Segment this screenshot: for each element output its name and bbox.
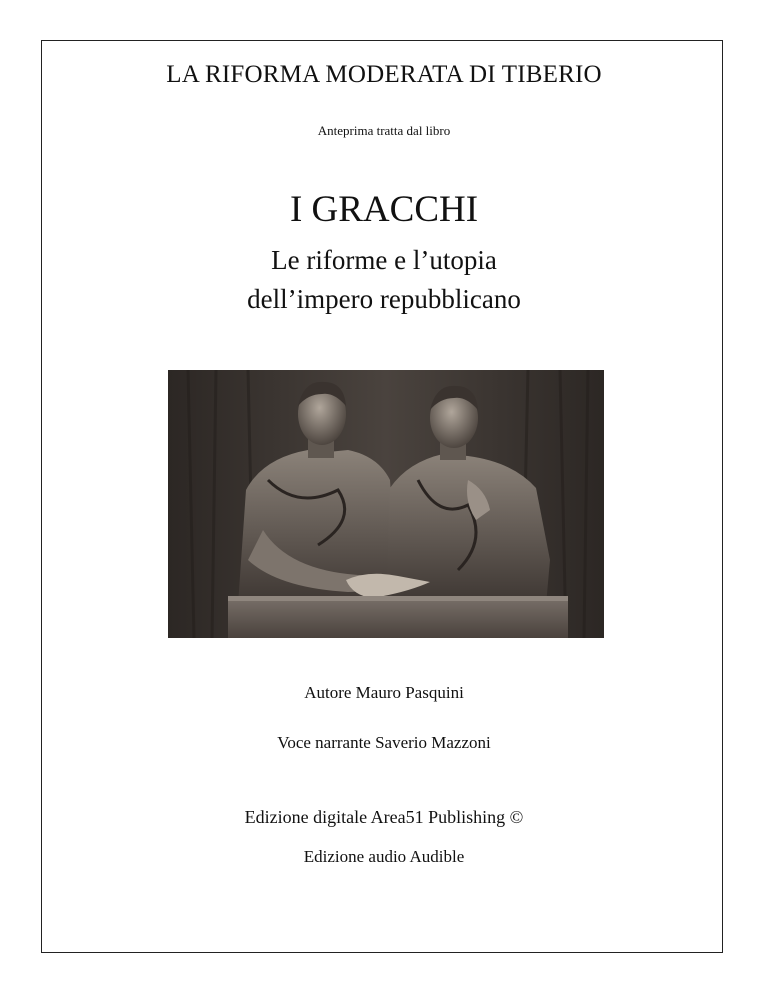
book-subtitle-line-1: Le riforme e l’utopia <box>271 245 497 275</box>
sculpture-illustration <box>168 370 604 638</box>
cover-sculpture-image <box>168 370 604 638</box>
preview-note: Anteprima tratta dal libro <box>317 123 451 138</box>
author-line: Autore Mauro Pasquini <box>304 683 464 702</box>
digital-edition-line: Edizione digitale Area51 Publishing © <box>244 807 524 827</box>
pedestal-top-edge <box>228 596 568 601</box>
series-title: LA RIFORMA MODERATA DI TIBERIO <box>166 61 602 88</box>
pedestal <box>228 596 568 638</box>
narrator-line: Voce narrante Saverio Mazzoni <box>277 733 491 752</box>
book-subtitle-line-2: dell’impero repubblicano <box>247 284 521 314</box>
book-title: I GRACCHI <box>289 189 479 230</box>
audio-edition-line: Edizione audio Audible <box>303 847 465 866</box>
